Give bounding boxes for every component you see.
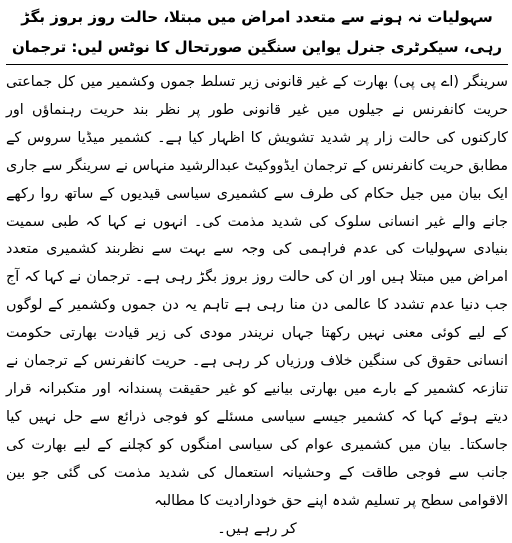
article-body-text: سرینگر (اے پی پی) بھارت کے غیر قانونی زیر تسلط جموں وکشمیر میں کل جماعتی حریت کانفرنس نے جیلوں میں غیر قانونی طور پر نظر بند حریت رہنماؤں اور کارکنوں کی حالت زار پر شدید تشویش کا اظہار کیا ہے۔ کشمیر میڈیا سروس کے مطابق حریت کانفرنس کے ترجمان ایڈووکیٹ عبدالرشید منہاس نے سرینگر سے جاری ایک بیان میں جیل حکام کی طرف سے کشمیری سیاسی قیدیوں کے ساتھ روا رکھے جانے والے غیر انسانی سلوک کی شدید مذمت کی۔ انہوں نے کہا کہ طبی سمیت بنیادی سہولیات کی عدم فراہمی کی وجہ سے بہت سے نظربند کشمیری متعدد امراض میں مبتلا ہیں اور ان کی حالت روز بروز بگڑ رہی ہے۔ ترجمان نے کہا کہ آج جب دنیا عدم تشدد کا عالمی دن منا رہی ہے تاہم یہ دن جموں وکشمیر کے لوگوں کے لیے کوئی معنی نہیں رکھتا جہاں نریندر مودی کی زیر قیادت بھارتی حکومت انسانی حقوق کی سنگین خلاف ورزیاں کر رہی ہے۔ حریت کانفرنس کے ترجمان نے تنازعہ کشمیر کے بارے میں بھارتی بیانیے کو غیر حقیقت پسندانہ اور متکبرانہ قرار دیتے ہوئے کہا کہ کشمیر جیسے سیاسی مسئلے کو فوجی ذرائع سے حل نہیں کیا جاسکتا۔ بیان میں کشمیری عوام کی سیاسی امنگوں کو کچلنے کے لیے بھارت کی جانب سے فوجی طاقت کے وحشیانہ استعمال کی شدید مذمت کی گئی جو بین الاقوامی سطح پر تسلیم شدہ اپنے حق خودارادیت کا مطالبہ	[6, 74, 508, 509]
headline-divider	[6, 64, 508, 65]
article-closing-text: کر رہے ہیں۔	[6, 516, 508, 543]
article-headline: سہولیات نہ ہونے سے متعدد امراض میں مبتلا، حالت روز بروز بگڑ رہی، سیکرٹری جنرل یواین سنگین صورتحال کا نوٹس لیں: ترجمان	[6, 0, 508, 62]
article-body	[6, 69, 508, 543]
